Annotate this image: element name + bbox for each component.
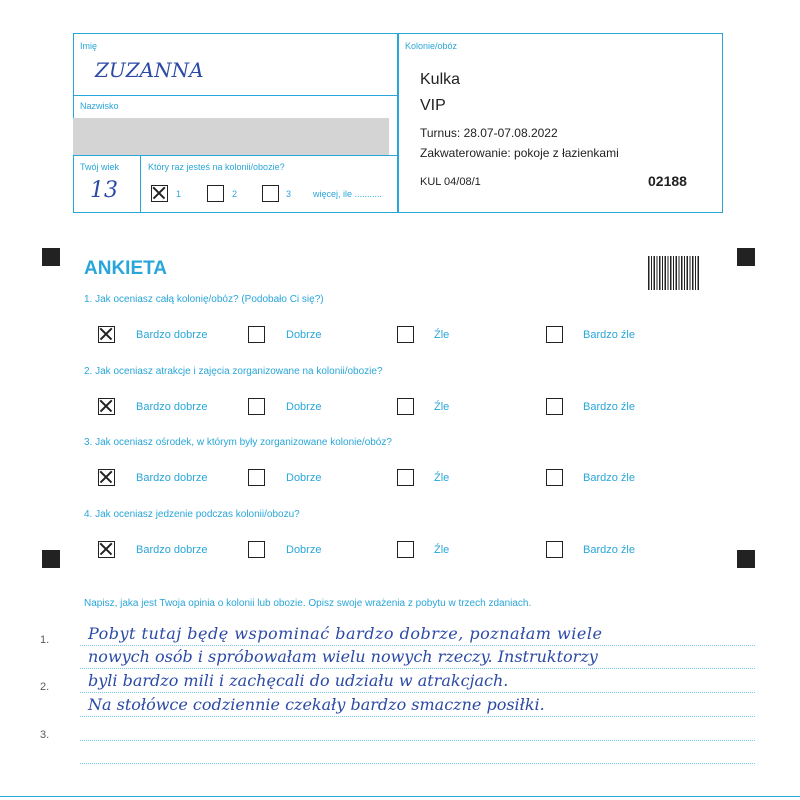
imie-label: Imię: [80, 41, 98, 51]
q1-option-bardzo-dobrze-checkbox[interactable]: [98, 326, 115, 343]
ktory-raz-option-3: 3: [286, 189, 292, 199]
q2-option-bardzo-dobrze-checkbox[interactable]: [98, 398, 115, 415]
turnus: Turnus: 28.07-07.08.2022: [420, 126, 558, 140]
survey-title: ANKIETA: [84, 258, 168, 279]
handwriting-line-4: Na stołówce codziennie czekały bardzo smaczne posiłki.: [88, 695, 545, 714]
answer-line-3[interactable]: [80, 740, 755, 741]
kolonia-type: VIP: [420, 97, 446, 114]
answer-line-3b[interactable]: [80, 763, 755, 764]
q3-option-dobrze-label: Dobrze: [286, 472, 322, 484]
handwriting-line-1: Pobyt tutaj będę wspominać bardzo dobrze, poznałam wiele: [88, 624, 603, 643]
question-1: 1. Jak oceniasz całą kolonię/obóz? (Podobało Ci się?): [84, 294, 324, 305]
q2-option-bardzo-zle-checkbox[interactable]: [546, 398, 563, 415]
q3-option-zle-label: Źle: [434, 472, 450, 484]
q2-option-bardzo-zle-label: Bardzo źle: [583, 401, 635, 413]
divider-wiek: [140, 155, 141, 213]
q2-option-dobrze-label: Dobrze: [286, 401, 322, 413]
q1-option-zle-label: Źle: [434, 329, 450, 341]
registration-mark-bottom-right: [737, 550, 755, 568]
ktory-raz-option-2: 2: [232, 189, 238, 199]
registration-mark-bottom-left: [42, 550, 60, 568]
q3-option-bardzo-zle-checkbox[interactable]: [546, 469, 563, 486]
wiek-value: 13: [90, 178, 118, 203]
line-number-1: 1.: [40, 634, 50, 646]
nazwisko-label: Nazwisko: [80, 101, 119, 111]
q3-option-zle-checkbox[interactable]: [397, 469, 414, 486]
wiecej-label: więcej, ile ...........: [313, 189, 383, 199]
imie-value: ZUZANNA: [95, 58, 204, 82]
ktory-raz-checkbox-1[interactable]: [151, 185, 168, 202]
kolonia-code: KUL 04/08/1: [420, 176, 481, 188]
kolonia-label: Kolonie/obóz: [405, 41, 458, 51]
q1-option-bardzo-dobrze-label: Bardzo dobrze: [136, 329, 208, 341]
question-3: 3. Jak oceniasz ośrodek, w którym były zorganizowane kolonie/obóz?: [84, 437, 392, 448]
q2-option-zle-label: Źle: [434, 401, 450, 413]
q3-option-bardzo-zle-label: Bardzo źle: [583, 472, 635, 484]
q4-option-bardzo-dobrze-checkbox[interactable]: [98, 541, 115, 558]
handwriting-line-2: nowych osób i spróbowałam wielu nowych rzeczy. Instruktorzy: [88, 647, 598, 666]
form-number: 02188: [648, 173, 687, 189]
q2-option-bardzo-dobrze-label: Bardzo dobrze: [136, 401, 208, 413]
q4-option-dobrze-checkbox[interactable]: [248, 541, 265, 558]
question-2: 2. Jak oceniasz atrakcje i zajęcia zorganizowane na kolonii/obozie?: [84, 366, 383, 377]
ktory-raz-option-1: 1: [176, 189, 182, 199]
q4-option-dobrze-label: Dobrze: [286, 544, 322, 556]
kolonia-name: Kulka: [420, 71, 461, 88]
ktory-raz-checkbox-3[interactable]: [262, 185, 279, 202]
registration-mark-top-right: [737, 248, 755, 266]
opinion-prompt: Napisz, jaka jest Twoja opinia o kolonii lub obozie. Opisz swoje wrażenia z pobytu w trzech zdaniach.: [84, 598, 532, 609]
ktory-raz-checkbox-2[interactable]: [207, 185, 224, 202]
divider-imie: [73, 95, 398, 96]
ktory-raz-label: Który raz jesteś na kolonii/obozie?: [148, 162, 285, 172]
answer-line-1b[interactable]: [80, 668, 755, 669]
line-number-2: 2.: [40, 681, 50, 693]
handwriting-line-3: byli bardzo mili i zachęcali do udziału w atrakcjach.: [88, 671, 509, 690]
q1-option-dobrze-label: Dobrze: [286, 329, 322, 341]
q2-option-dobrze-checkbox[interactable]: [248, 398, 265, 415]
answer-line-2b[interactable]: [80, 716, 755, 717]
zakwaterowanie: Zakwaterowanie: pokoje z łazienkami: [420, 146, 619, 160]
q4-option-bardzo-zle-label: Bardzo źle: [583, 544, 635, 556]
registration-mark-top-left: [42, 248, 60, 266]
q3-option-bardzo-dobrze-checkbox[interactable]: [98, 469, 115, 486]
line-number-3: 3.: [40, 729, 50, 741]
q4-option-bardzo-dobrze-label: Bardzo dobrze: [136, 544, 208, 556]
answer-line-2[interactable]: [80, 692, 755, 693]
q3-option-dobrze-checkbox[interactable]: [248, 469, 265, 486]
divider-nazwisko: [73, 155, 398, 156]
question-4: 4. Jak oceniasz jedzenie podczas kolonii/obozu?: [84, 509, 300, 520]
bottom-border: [0, 796, 800, 797]
wiek-label: Twój wiek: [80, 162, 120, 172]
barcode-icon: [648, 256, 700, 290]
q1-option-zle-checkbox[interactable]: [397, 326, 414, 343]
q4-option-zle-checkbox[interactable]: [397, 541, 414, 558]
q4-option-bardzo-zle-checkbox[interactable]: [546, 541, 563, 558]
q4-option-zle-label: Źle: [434, 544, 450, 556]
q1-option-bardzo-zle-label: Bardzo źle: [583, 329, 635, 341]
q2-option-zle-checkbox[interactable]: [397, 398, 414, 415]
q3-option-bardzo-dobrze-label: Bardzo dobrze: [136, 472, 208, 484]
answer-line-1[interactable]: [80, 645, 755, 646]
q1-option-bardzo-zle-checkbox[interactable]: [546, 326, 563, 343]
q1-option-dobrze-checkbox[interactable]: [248, 326, 265, 343]
nazwisko-redaction: [73, 118, 389, 155]
